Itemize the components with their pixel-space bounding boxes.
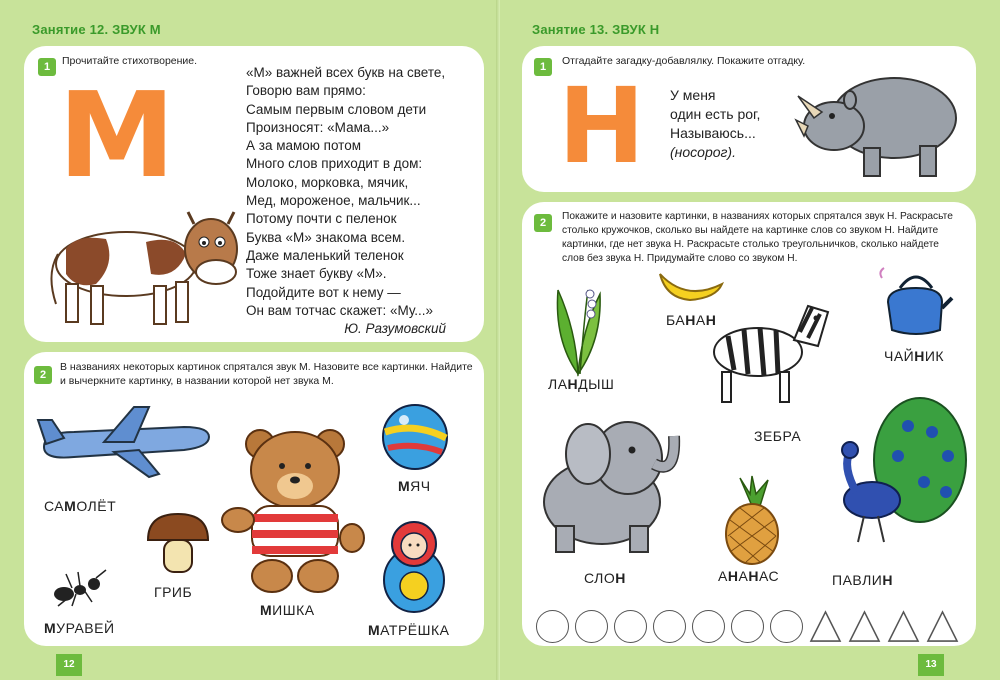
poem-line: Мед, мороженое, мальчик... [246,193,421,209]
word-chaynik: ЧАЙНИК [884,348,945,364]
poem-line: «М» важней всех букв на свете, [246,65,446,80]
poem-line: Даже маленький теленок [246,247,404,263]
coloring-circle[interactable] [614,610,647,643]
cow-illustration [36,204,236,334]
poem-line: Подойдите вот к нему — [246,284,401,300]
task-number: 1 [534,58,552,76]
word-myach: МЯЧ [398,478,431,494]
poem-line: Много слов приходит в дом: [246,156,423,172]
zebra-illustration [708,288,838,408]
instruction-line: В названиях некоторых картинок спрятался звук М. Назовите все картинки. Найдите [60,361,473,373]
teapot-illustration [878,268,954,344]
peacock-illustration [828,396,968,546]
word-landysh: ЛАНДЫШ [548,376,615,392]
word-muravey: МУРАВЕЙ [44,620,115,636]
coloring-triangle[interactable] [809,610,842,643]
word-matreshka: МАТРЁШКА [368,622,450,638]
task-instruction [562,210,953,266]
right-page [500,0,1000,680]
riddle-line: У меня [670,87,716,103]
mushroom-illustration [146,512,210,576]
word-slon: СЛОН [584,570,626,586]
big-letter-n: Н [558,65,646,187]
riddle-answer: (носорог). [670,144,736,160]
word-mishka: МИШКА [260,602,315,618]
task2-card [522,202,976,646]
riddle-line: один есть рог, [670,106,761,122]
coloring-triangle[interactable] [926,610,959,643]
pineapple-illustration [720,476,784,566]
poem-line: Он вам тотчас скажет: «Му...» [246,302,434,318]
coloring-circle[interactable] [575,610,608,643]
ball-illustration [380,402,450,472]
instruction-line: и вычеркните картинку, в названии которой нет звука М. [60,375,334,387]
task1-card [522,46,976,192]
poem-line: Молоко, морковка, мячик, [246,174,409,190]
task-instruction: Прочитайте стихотворение. [62,55,198,67]
poem-line: Потому почти с пеленок [246,211,397,227]
big-letter-m: М [58,66,176,204]
coloring-circle[interactable] [653,610,686,643]
task-number: 1 [38,58,56,76]
riddle [670,86,760,162]
instruction-line: слов без звука Н. Придумайте слово со звуком Н. [562,253,798,264]
poem-line: Буква «М» знакома всем. [246,229,406,245]
task2-card [24,352,484,646]
poem-line: Самым первым словом дети [246,101,427,117]
instruction-line: столько кружочков, сколько вы найдете на картинке слов со звуком Н. Найдите [562,225,939,236]
lily-of-the-valley-illustration [548,280,608,376]
task-number: 2 [534,214,552,232]
elephant-illustration [536,406,686,556]
word-grib: ГРИБ [154,584,193,600]
bear-illustration [220,428,360,598]
word-ananas: АНАНАС [718,568,780,584]
instruction-line: Покажите и назовите картинки, в названиях которых спрятался звук Н. Раскрасьте [562,211,953,222]
coloring-shapes-row [536,610,959,643]
word-banan: БАНАН [666,312,717,328]
coloring-circle[interactable] [536,610,569,643]
poem-line: Говорю вам прямо: [246,83,366,99]
coloring-triangle[interactable] [848,610,881,643]
word-zebra: ЗЕБРА [754,428,802,444]
poem [246,64,446,338]
coloring-triangle[interactable] [887,610,920,643]
task-instruction: Отгадайте загадку-добавлялку. Покажите отгадку. [562,55,806,67]
page-number: 13 [918,654,944,676]
page-number: 12 [56,654,82,676]
word-samolet: САМОЛЁТ [44,498,117,514]
ant-illustration [52,568,112,608]
poem-author: Ю. Разумовский [344,321,446,337]
airplane-illustration [34,402,214,482]
lesson-title: Занятие 12. ЗВУК М [32,22,161,37]
task-number: 2 [34,366,52,384]
rhino-illustration [794,60,964,184]
instruction-line: картинки, где нет звука Н. Раскрасьте столько треугольничков, сколько найдете [562,239,939,250]
poem-line: А за мамою потом [246,138,362,154]
poem-line: Тоже знает букву «М». [246,266,387,282]
riddle-line: Называюсь... [670,125,756,141]
poem-line: Произносят: «Мама...» [246,119,390,135]
coloring-circle[interactable] [731,610,764,643]
coloring-circle[interactable] [770,610,803,643]
coloring-circle[interactable] [692,610,725,643]
task-instruction [60,360,473,388]
task1-card [24,46,484,342]
matryoshka-illustration [382,518,446,614]
word-pavlin: ПАВЛИН [832,572,893,588]
lesson-title: Занятие 13. ЗВУК Н [532,22,660,37]
